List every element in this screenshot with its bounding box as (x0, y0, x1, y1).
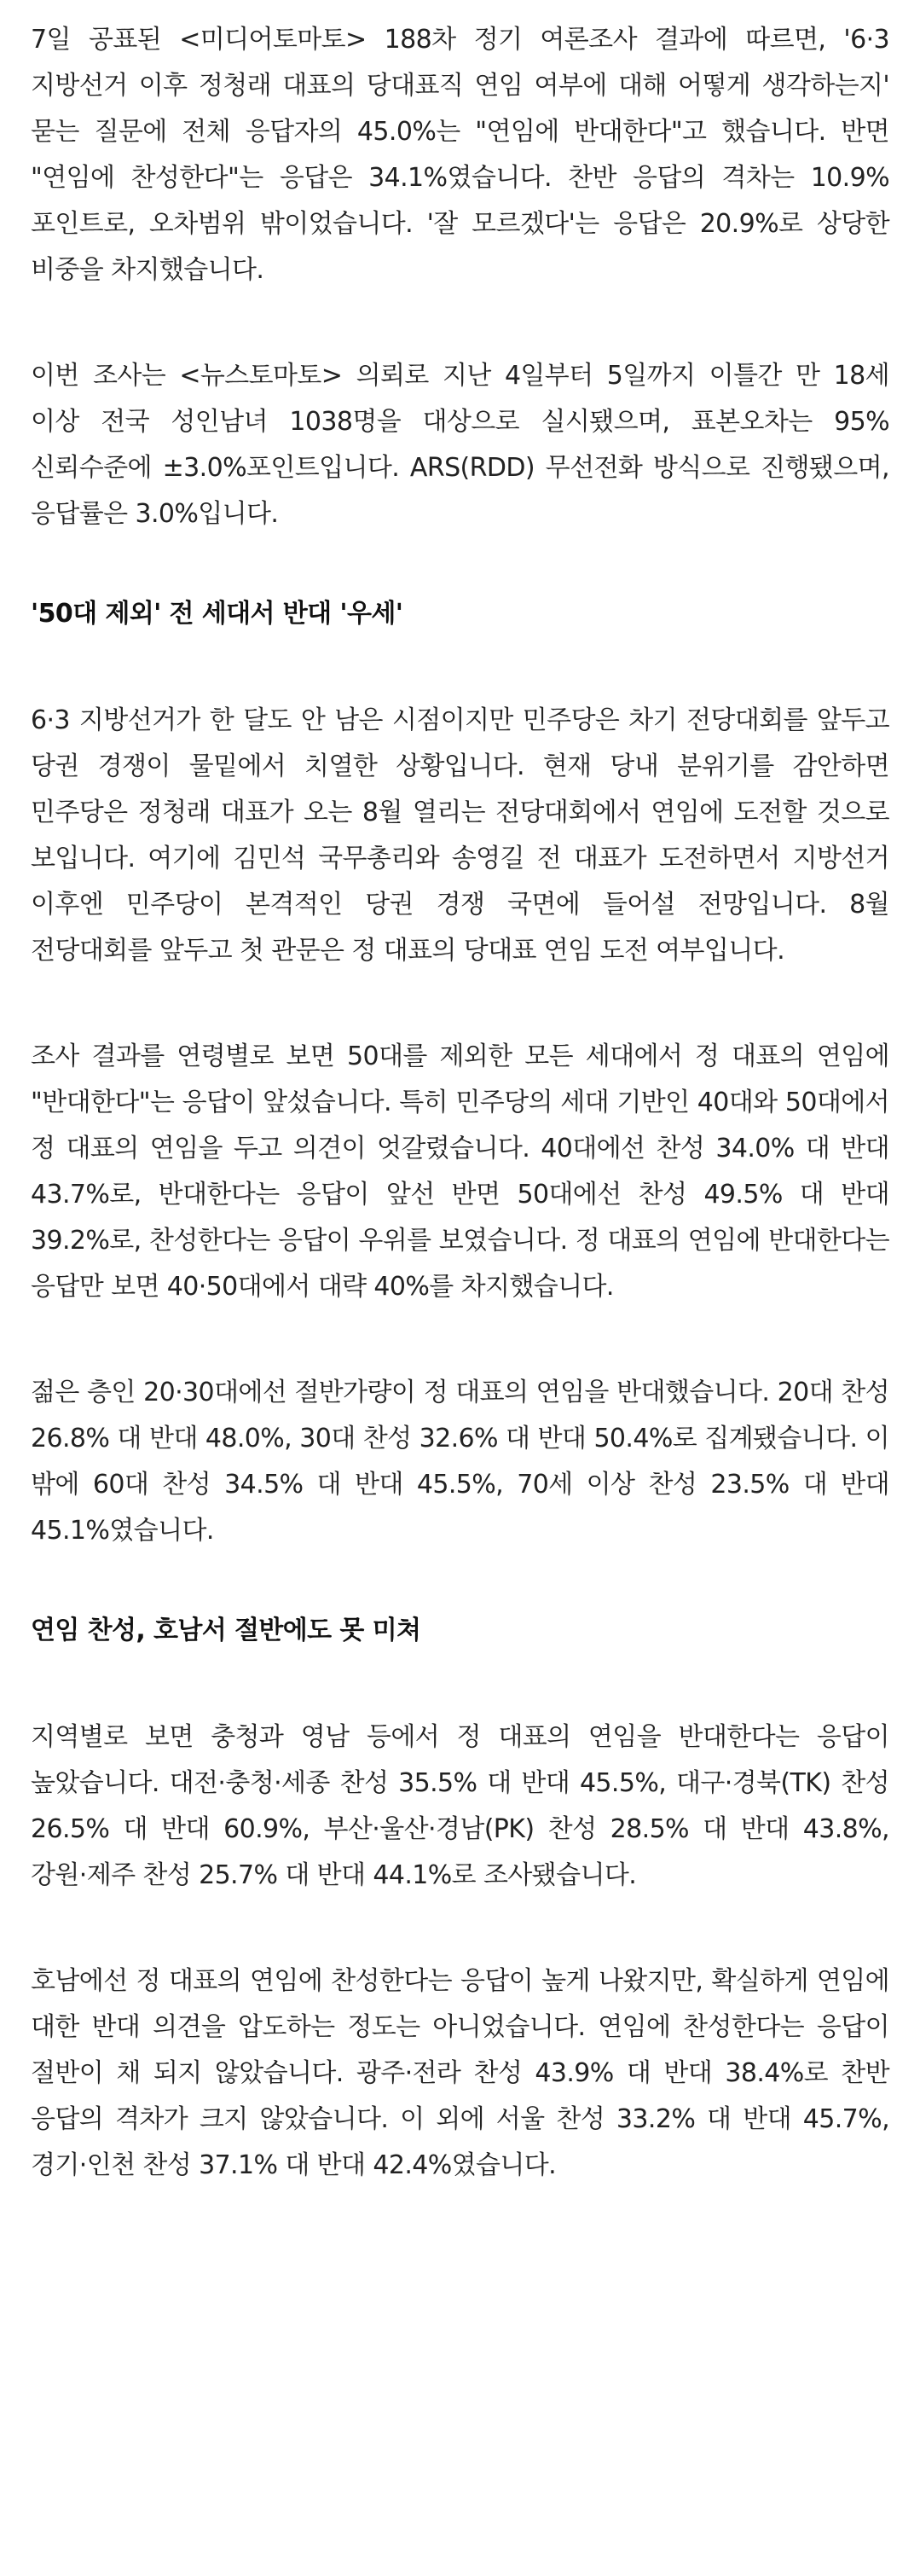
paragraph-survey-method: 이번 조사는 <뉴스토마토> 의뢰로 지난 4일부터 5일까지 이틀간 만 18세 이상 전국 성인남녀 1038명을 대상으로 실시됐으며, 표본오차는 95% 신뢰수준에 ±3.0%포인트입니다. ARS(RDD) 무선전화 방식으로 진행됐으며, 응답률은 3.0%입니다. (31, 361, 889, 529)
paragraph-poll-result: 7일 공표된 <미디어토마토> 188차 정기 여론조사 결과에 따르면, '6·3 지방선거 이후 정청래 대표의 당대표직 연임 여부에 대해 어떻게 생각하는지' 묻는 질문에 전체 응답자의 45.0%는 "연임에 반대한다"고 했습니다. 반면 "연임에 찬성한다"는 응답은 34.1%였습니다. 찬반 응답의 격차는 10.9%포인트로, 오차범위 밖이었습니다. '잘 모르겠다'는 응답은 20.9%로 상당한 비중을 차지했습니다. (31, 25, 889, 285)
section-heading-age: '50대 제외' 전 세대서 반대 '우세' (31, 599, 403, 629)
paragraph-party-context: 6·3 지방선거가 한 달도 안 남은 시점이지만 민주당은 차기 전당대회를 앞두고 당권 경쟁이 물밑에서 치열한 상황입니다. 현재 당내 분위기를 감안하면 민주당은 정청래 대표가 오는 8월 열리는 전당대회에서 연임에 도전할 것으로 보입니다. 여기에 김민석 국무총리와 송영길 전 대표가 도전하면서 지방선거 이후엔 민주당이 본격적인 당권 경쟁 국면에 들어설 전망입니다. 8월 전당대회를 앞두고 첫 관문은 정 대표의 당대표 연임 도전 여부입니다. (31, 705, 889, 966)
paragraph-honam: 호남에선 정 대표의 연임에 찬성한다는 응답이 높게 나왔지만, 확실하게 연임에 대한 반대 의견을 압도하는 정도는 아니었습니다. 연임에 찬성한다는 응답이 절반이 채 되지 않았습니다. 광주·전라 찬성 43.9% 대 반대 38.4%로 찬반 응답의 격차가 크지 않았습니다. 이 외에 서울 찬성 33.2% 대 반대 45.7%, 경기·인천 찬성 37.1% 대 반대 42.4%였습니다. (31, 1966, 889, 2180)
paragraph-young-age: 젊은 층인 20·30대에선 절반가량이 정 대표의 연임을 반대했습니다. 20대 찬성 26.8% 대 반대 48.0%, 30대 찬성 32.6% 대 반대 50.4%로 집계됐습니다. 이 밖에 60대 찬성 34.5% 대 반대 45.5%, 70세 이상 찬성 23.5% 대 반대 45.1%였습니다. (31, 1378, 889, 1546)
section-heading-region: 연임 찬성, 호남서 절반에도 못 미쳐 (31, 1616, 421, 1645)
paragraph-region-breakdown: 지역별로 보면 충청과 영남 등에서 정 대표의 연임을 반대한다는 응답이 높았습니다. 대전·충청·세종 찬성 35.5% 대 반대 45.5%, 대구·경북(TK) 찬성 26.5% 대 반대 60.9%, 부산·울산·경남(PK) 찬성 28.5% 대 반대 43.8%, 강원·제주 찬성 25.7% 대 반대 44.1%로 조사됐습니다. (31, 1722, 889, 1890)
paragraph-age-breakdown: 조사 결과를 연령별로 보면 50대를 제외한 모든 세대에서 정 대표의 연임에 "반대한다"는 응답이 앞섰습니다. 특히 민주당의 세대 기반인 40대와 50대에서 정 대표의 연임을 두고 의견이 엇갈렸습니다. 40대에선 찬성 34.0% 대 반대 43.7%로, 반대한다는 응답이 앞선 반면 50대에선 찬성 49.5% 대 반대 39.2%로, 찬성한다는 응답이 우위를 보였습니다. 정 대표의 연임에 반대한다는 응답만 보면 40·50대에서 대략 40%를 차지했습니다. (31, 1041, 889, 1302)
